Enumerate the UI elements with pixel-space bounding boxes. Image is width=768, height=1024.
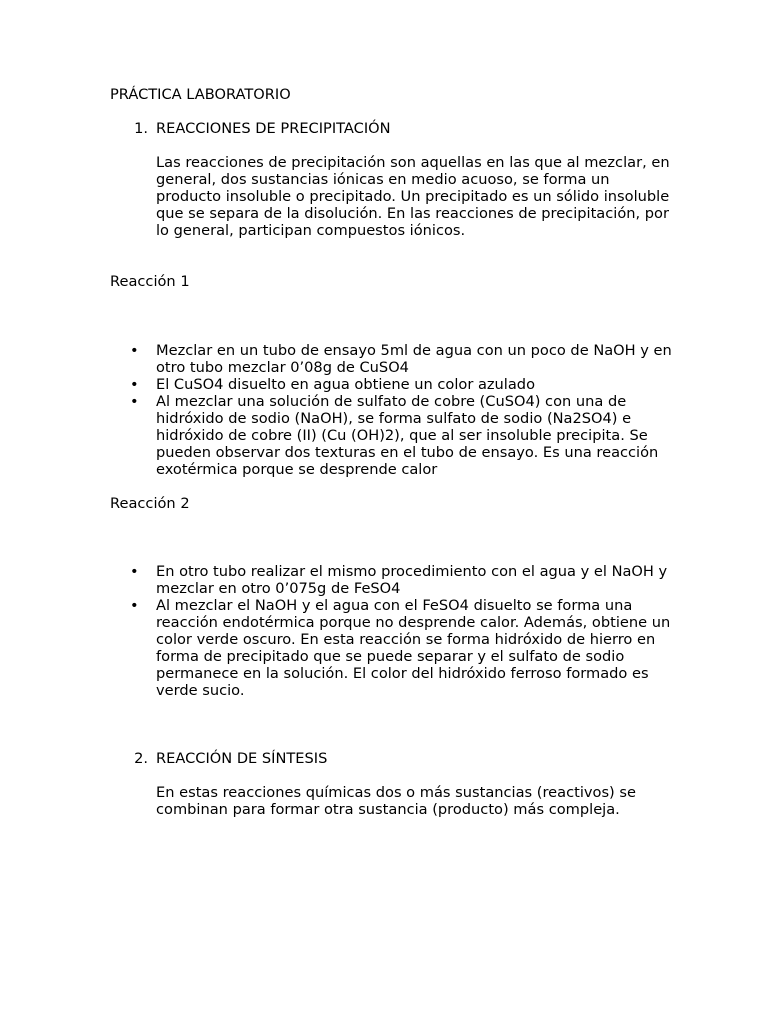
section-1-paragraph: Las reacciones de precipitación son aquellas en las que al mezclar, en general, dos sustancias iónicas en medio acuoso, se forma un producto insoluble o precipitado. Un precipitado es un sólido insoluble que se separa de la disolución. En las reacciones de precipitación, por lo general, participan compuestos iónicos. [156, 154, 670, 239]
section-2-paragraph: En estas reacciones químicas dos o más sustancias (reactivos) se combinan para formar otra sustancia (producto) más compleja. [156, 784, 636, 818]
reaction-2-heading: Reacción 2 [110, 495, 190, 512]
reaction-2-bullet-list [130, 563, 681, 699]
list-item [130, 597, 681, 699]
list-item-text: Al mezclar el NaOH y el agua con el FeSO4 disuelto se forma una reacción endotérmica porque no desprende calor. Además, obtiene un color verde oscuro. En esta reacción se forma hidróxido de hierro en forma de precipitado que se puede separar y el sulfato de sodio permanece en la solución. El color del hidróxido ferroso formado es verde sucio. [156, 597, 671, 699]
reaction-1-heading: Reacción 1 [110, 273, 190, 290]
bullet-marker: • [130, 393, 139, 410]
section-1-number: 1. [134, 120, 148, 137]
list-item [130, 393, 681, 478]
list-item [130, 376, 681, 393]
list-item [130, 342, 681, 376]
bullet-marker: • [130, 563, 139, 580]
list-item [130, 563, 681, 597]
list-item-text: En otro tubo realizar el mismo procedimiento con el agua y el NaOH y mezclar en otro 0’075g de FeSO4 [156, 563, 668, 597]
bullet-marker: • [130, 376, 139, 393]
section-2-number: 2. [134, 750, 148, 767]
reaction-1-bullet-list [130, 342, 681, 478]
bullet-marker: • [130, 342, 139, 359]
list-item-text: Mezclar en un tubo de ensayo 5ml de agua con un poco de NaOH y en otro tubo mezclar 0’08g de CuSO4 [156, 342, 672, 376]
section-2-heading: REACCIÓN DE SÍNTESIS [156, 750, 328, 767]
bullet-marker: • [130, 597, 139, 614]
document-title: PRÁCTICA LABORATORIO [110, 86, 291, 103]
list-item-text: El CuSO4 disuelto en agua obtiene un color azulado [156, 376, 535, 393]
section-1-heading: REACCIONES DE PRECIPITACIÓN [156, 120, 391, 137]
list-item-text: Al mezclar una solución de sulfato de cobre (CuSO4) con una de hidróxido de sodio (NaOH), se forma sulfato de sodio (Na2SO4) e hidróxido de cobre (II) (Cu (OH)2), que al ser insoluble precipita. Se pueden observar dos texturas en el tubo de ensayo. Es una reacción exotérmica porque se desprende calor [156, 393, 659, 478]
